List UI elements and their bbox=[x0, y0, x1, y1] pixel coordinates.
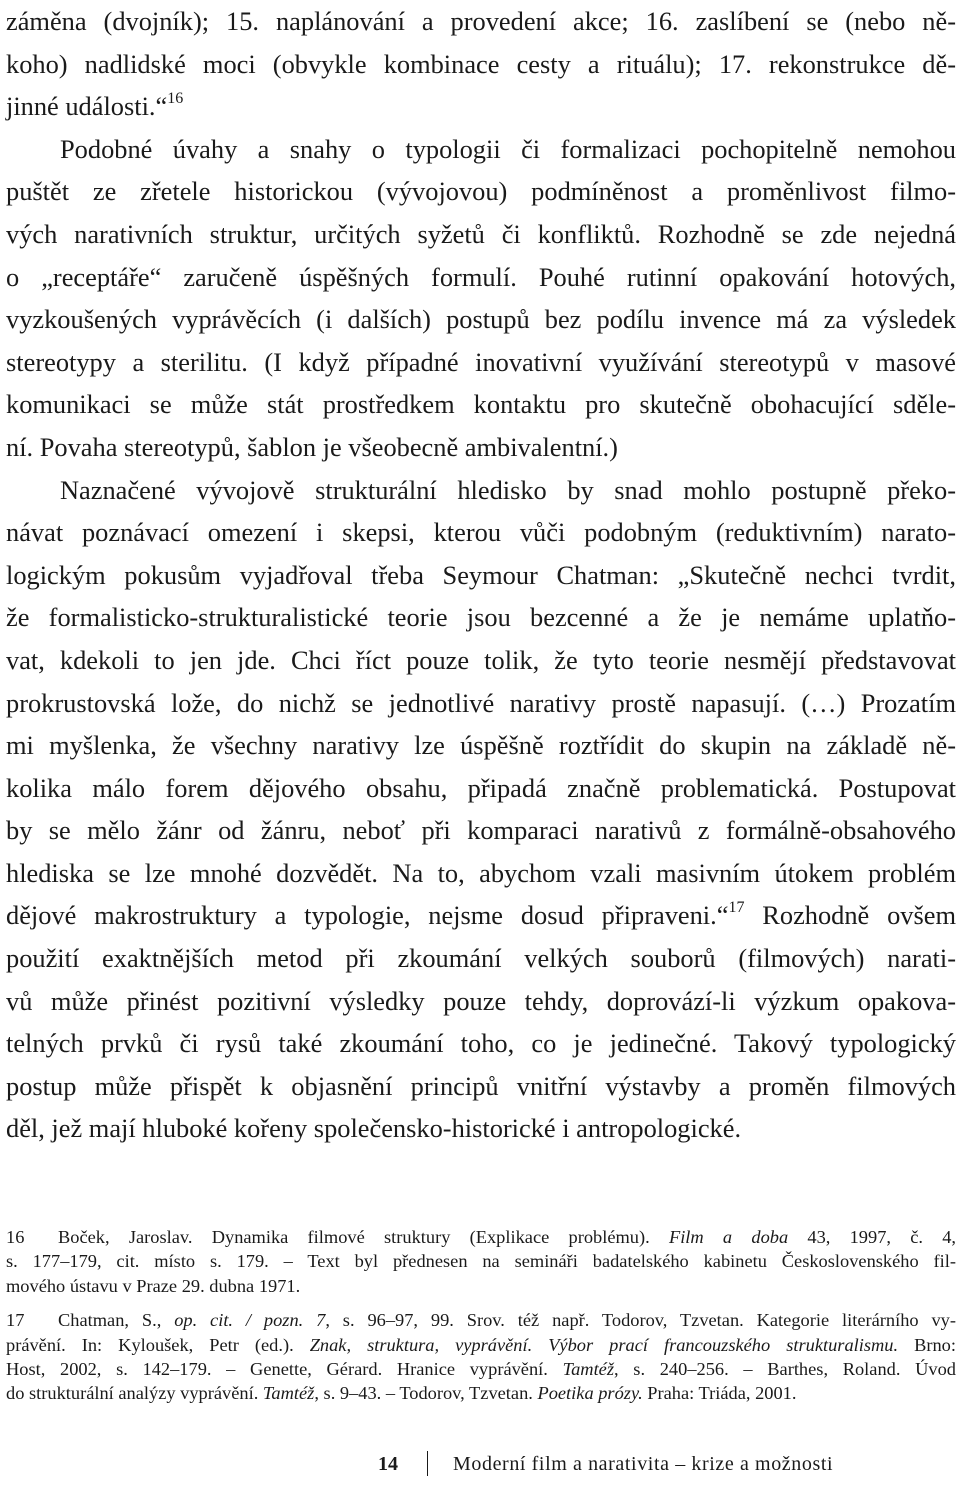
text-line: návat poznávací omezení i skepsi, kterou vůči podobným (reduktivním) narato- bbox=[6, 517, 956, 548]
footnote-text: , s. 9–43. – Todorov, Tzvetan. bbox=[314, 1383, 538, 1404]
text-line: prokrustovská lože, do nichž se jednotlivé narativy prostě napasují. (…) Prozatím bbox=[6, 687, 956, 718]
text-line: hlediska se lze mnohé dozvědět. Na to, abychom vzali masivním útokem problém bbox=[6, 857, 956, 888]
footnote-text: Boček, Jaroslav. Dynamika filmové struktury (Explikace problému). bbox=[58, 1227, 669, 1247]
footnote-title: op. cit. / pozn. 7 bbox=[174, 1310, 326, 1331]
text-fragment: jinné události.“ bbox=[6, 91, 168, 122]
text-line: by se mělo žánr od žánru, neboť při komparaci narativů z formálně-obsahového bbox=[6, 815, 956, 846]
text-line: telných prvků či rysů také zkoumání toho, co je jedinečné. Takový typologický bbox=[6, 1028, 956, 1059]
text-line: logickým pokusům vyjadřoval třeba Seymour Chatman: „Skutečně nechci tvrdit, bbox=[6, 559, 956, 590]
text-line: vyzkoušených vyprávěcích (i dalších) postupů bez podílu invence má za výsledek bbox=[6, 304, 956, 335]
footnote-title: Tamtéž bbox=[262, 1383, 315, 1404]
footer-divider bbox=[427, 1451, 428, 1476]
text-line: stereotypy a sterilitu. (I když případné inovativní využívání stereotypů v masové bbox=[6, 346, 956, 377]
footnote-text: Host, 2002, s. 142–179. – Genette, Gérard. Hranice vyprávění. bbox=[6, 1358, 563, 1379]
footnote-text: do strukturální analýzy vyprávění. bbox=[6, 1383, 263, 1404]
page-footer bbox=[0, 1449, 960, 1479]
text-line: vých narativních struktur, určitých syžetů či konfliktů. Rozhodně se zde nejedná bbox=[6, 218, 956, 249]
text-line: o „receptáře“ zaručeně úspěšných formulí. Pouhé rutinní opakování hotových, bbox=[6, 261, 956, 292]
footnote-ref-17[interactable]: 17 bbox=[728, 899, 745, 917]
footnote-line bbox=[6, 1381, 956, 1405]
text-line: kolika málo forem dějového obsahu, připadá značně problematická. Postupovat bbox=[6, 772, 956, 803]
footnote-ref-16[interactable]: 16 bbox=[167, 90, 184, 108]
text-line: že formalisticko-strukturalistické teorie jsou bezcenné a že je nemáme uplatňo- bbox=[6, 602, 956, 633]
text-line: použití exaktnějších metod při zkoumání velkých souborů (filmových) narati- bbox=[6, 943, 956, 974]
text-fragment: Rozhodně ovšem bbox=[762, 900, 956, 931]
footnote-title: Poetika prózy. bbox=[537, 1383, 643, 1404]
text-line bbox=[6, 85, 956, 128]
running-title: Moderní film a narativita – krize a možnosti bbox=[453, 1453, 834, 1475]
text-line: postup může přispět k objasnění principů vnitřní výstavby a proměn filmových bbox=[6, 1070, 956, 1101]
footnotes bbox=[6, 1225, 956, 1406]
paragraph-start: Naznačené vývojově strukturální hledisko by snad mohlo postupně překo- bbox=[60, 474, 956, 505]
text-line: koho) nadlidské moci (obvykle kombinace cesty a rituálu); 17. rekonstrukce dě- bbox=[6, 48, 956, 79]
footnote-line bbox=[6, 1333, 956, 1357]
footnote-text: , s. 96–97, 99. Srov. též např. Todorov, Tzvetan. Kategorie literárního vy- bbox=[325, 1310, 956, 1331]
footnote-17 bbox=[6, 1308, 956, 1332]
footnote-line: s. 177–179, cit. místo s. 179. – Text byl přednesen na semináři badatelského kabinetu Československého fil- bbox=[6, 1251, 956, 1272]
footnote-number: 17 bbox=[6, 1310, 25, 1331]
footnote-number: 16 bbox=[6, 1227, 25, 1247]
footnote-title: Film a doba bbox=[668, 1227, 789, 1247]
main-text bbox=[6, 0, 956, 1150]
text-fragment: dějové makrostruktury a typologie, nejsme dosud připraveni.“ bbox=[6, 900, 729, 931]
text-line: komunikaci se může stát prostředkem kontaktu pro skutečně obohacující sděle- bbox=[6, 389, 956, 420]
footnote-text: právění. In: Kyloušek, Petr (ed.). bbox=[6, 1334, 310, 1355]
footnote-16 bbox=[6, 1225, 956, 1249]
footnote-gap bbox=[6, 1298, 956, 1308]
footnote-line: mového ústavu v Praze 29. dubna 1971. bbox=[6, 1275, 301, 1296]
text-line: mi myšlenka, že všechny narativy lze úspěšně roztřídit do skupin na základě ně- bbox=[6, 730, 956, 761]
text-line bbox=[6, 894, 956, 937]
footnote-text: Praha: Triáda, 2001. bbox=[642, 1383, 797, 1404]
text-line: děl, jež mají hluboké kořeny společensko-historické i antropologické. bbox=[6, 1113, 742, 1144]
footnote-title: Tamtéž bbox=[562, 1358, 615, 1379]
text-line: vů může přinést pozitivní výsledky pouze tehdy, doprovází-li výzkum opakova- bbox=[6, 985, 956, 1016]
footnote-text: , s. 240–256. – Barthes, Roland. Úvod bbox=[614, 1358, 956, 1379]
text-line: záměna (dvojník); 15. naplánování a provedení akce; 16. zaslíbení se (nebo ně- bbox=[6, 6, 956, 36]
text-line: vat, kdekoli to jen jde. Chci říct pouze tolik, že tyto teorie nesmějí představovat bbox=[6, 644, 956, 675]
page-number: 14 bbox=[378, 1453, 398, 1475]
footnote-title: Znak, struktura, vyprávění. Výbor prací francouzského strukturalismu. bbox=[309, 1334, 899, 1355]
paragraph-start: Podobné úvahy a snahy o typologii či formalizaci pochopitelně nemohou bbox=[60, 133, 956, 164]
text-line: ní. Povaha stereotypů, šablon je všeobecně ambivalentní.) bbox=[6, 431, 618, 462]
footnote-line bbox=[6, 1357, 956, 1381]
footnote-text: Chatman, S., bbox=[58, 1310, 175, 1331]
footnote-text: Brno: bbox=[898, 1334, 956, 1355]
text-line: puštět ze zřetele historickou (vývojovou) podmíněnost a proměnlivost filmo- bbox=[6, 176, 956, 207]
footnote-text: 43, 1997, č. 4, bbox=[788, 1227, 957, 1247]
